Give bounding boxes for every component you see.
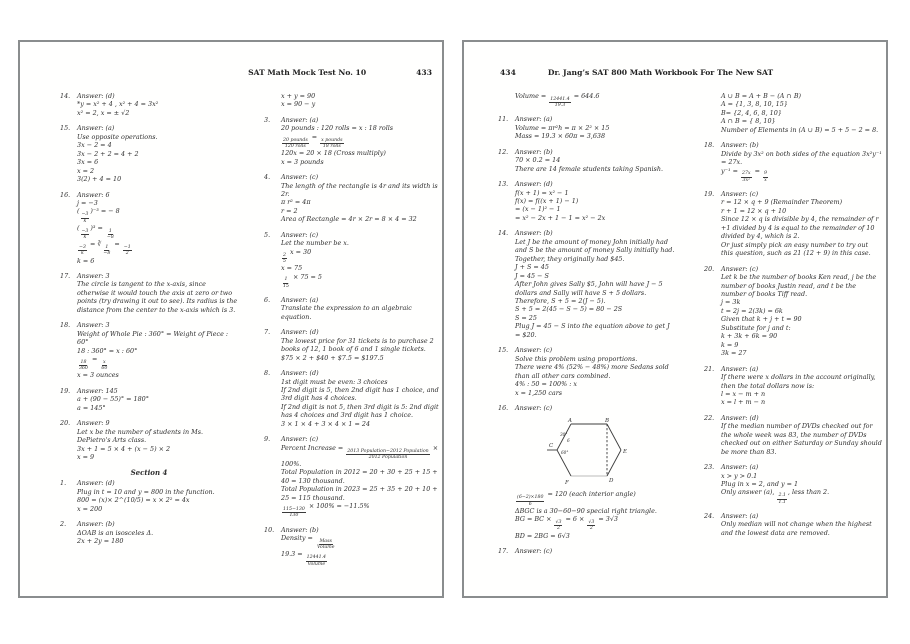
item-body: [77, 124, 238, 183]
solution-line: x² = 2, x = ± √2: [77, 108, 130, 117]
solution-line: Answer: (c): [515, 346, 553, 355]
solution-line: Solve this problem using proportions.: [515, 354, 638, 363]
solution-item: [264, 173, 442, 224]
item-number: 3.: [264, 115, 271, 124]
solution-line: 120x = 20 × 18 (Cross multiply): [281, 149, 386, 158]
inline-fraction: $\frac{√3}{2}$: [555, 520, 562, 532]
inline-fraction: $\frac{27x}{\text{3x²}}$: [741, 171, 751, 183]
solution-line: *y = x² + 4 , x² + 4 = 3x²: [77, 100, 159, 109]
item-body: [281, 296, 442, 321]
solution-line: Answer: (c): [515, 403, 553, 412]
vertex-label-f: F: [565, 480, 569, 487]
item-body: [721, 414, 882, 456]
item-body: [515, 404, 676, 540]
angle-30-label: 30°: [560, 432, 568, 438]
item-number: 15.: [498, 346, 509, 355]
solution-line: Only median will not change when the highest and the lowest data are removed.: [721, 520, 872, 537]
solution-line: x = 2: [77, 166, 95, 175]
solution-line: Answer: (a): [721, 511, 759, 520]
solution-line: Answer: (b): [281, 525, 319, 534]
left-page-header: [248, 68, 432, 77]
solution-item: [704, 512, 882, 537]
inline-fraction: $\frac{115-130}{130}$: [283, 507, 305, 519]
right-page-number: 434: [500, 68, 516, 77]
item-body: [281, 435, 442, 518]
solution-line: ( $\frac{-3}{k}$ )³ = $\frac{1}{-8}$: [77, 223, 114, 240]
solution-line: 19.3 = $\frac{12441.4}{\text{Volume}}$: [281, 550, 327, 567]
inline-fraction: $\frac{12441.4}{19.3}$: [550, 96, 570, 109]
item-number: 22.: [704, 413, 715, 422]
item-body: [515, 115, 676, 140]
solution-line: 3x = 6: [77, 158, 99, 167]
left-page-number: 433: [416, 68, 432, 77]
solution-line: r = 12 × q + 9 (Remainder Theorem): [721, 198, 843, 207]
item-number: 18.: [60, 321, 71, 330]
item-number: 23.: [704, 463, 715, 472]
inline-fraction: $\frac{\text{2013 Population−2012 Population}}{\text{2012 Population}}$: [347, 448, 429, 460]
solution-line: ΔOAB is an isosceles Δ.: [77, 528, 154, 537]
right-page-column-1: [498, 92, 676, 590]
solution-line: k + 3k + 6k = 90: [721, 332, 778, 341]
solution-item: [498, 148, 676, 173]
solution-item: [498, 229, 676, 339]
item-number: 2.: [60, 520, 67, 529]
solution-line: ΔBGC is a 30−60−90 special right triangle.: [515, 506, 657, 515]
item-number: 12.: [498, 147, 509, 156]
solution-line: B= {2, 4, 6, 8, 10}: [721, 108, 782, 117]
solution-line: x = 1,250 cars: [515, 388, 563, 397]
solution-line: Answer: (c): [515, 547, 553, 556]
inline-fraction: $\frac{√3}{2}$: [588, 520, 595, 532]
solution-line: A ∪ B = A + B − (A ∩ B): [721, 92, 802, 100]
solution-line: If there were x dollars in the account originally, then the total dollars now is:: [721, 373, 876, 390]
solution-line: $\frac{-3}{k}$ = ∛ $\frac{1}{-8}$ = $\frac{-1}{2}$: [79, 240, 131, 257]
item-number: 17.: [60, 271, 71, 280]
left-page-column-2: [264, 92, 442, 590]
solution-line: 3x − 2 = 4: [77, 141, 112, 150]
solution-line: x = 75: [281, 264, 303, 273]
item-body: [281, 526, 442, 567]
solution-line: Answer: (d): [515, 180, 553, 189]
solution-line: S + 5 = 2(45 − S − 5) = 80 − 2S: [515, 305, 623, 314]
solution-item: [498, 404, 676, 540]
solution-item: [704, 463, 882, 505]
solution-line: k = 9: [721, 340, 739, 349]
angle-60-label: 60°: [561, 450, 569, 456]
solution-line: 1st digit must be even: 3 choices: [281, 377, 388, 386]
item-body: [515, 180, 676, 222]
solution-line: Answer: (d): [721, 413, 759, 422]
solution-line: If the median number of DVDs checked out for the whole week was 83, the number of DVDs checked out on either Saturday or Sunday should be more than 83.: [721, 422, 882, 456]
item-body: [721, 190, 882, 258]
solution-line: Answer: 3: [77, 321, 110, 330]
item-body: [281, 173, 442, 224]
right-page: [462, 40, 888, 598]
item-number: 16.: [60, 190, 71, 199]
inline-fraction: $\frac{12441.4}{\text{Volume}}$: [306, 555, 327, 567]
item-number: 6.: [264, 295, 271, 304]
solution-item: [60, 520, 238, 545]
vertex-label-d: D: [609, 478, 614, 485]
solution-line: A ∩ B = { 8, 10}: [721, 117, 776, 126]
solution-line: Area of Rectangle = 4r × 2r = 8 × 4 = 32: [281, 215, 417, 224]
inline-fraction: $\frac{1}{-8}$: [103, 244, 111, 257]
inline-fraction: $\frac{2}{5}$: [283, 252, 286, 264]
solution-line: There were 4% (52% − 48%) more Sedans sold than all other cars combined.: [515, 363, 669, 380]
solution-line: x = 3 ounces: [77, 371, 119, 380]
solution-line: $\frac{\text{20 pounds}}{\text{120 rolls}}$ = $\frac{\text{x pounds}}{\text{18 rolls}}$: [283, 132, 343, 149]
solution-line: Answer: (d): [281, 328, 319, 337]
item-number: 14.: [60, 92, 71, 100]
left-page-title: SAT Math Mock Test No. 10: [248, 68, 367, 77]
solution-item: [60, 479, 238, 513]
solution-line: Total Population in 2012 = 20 + 30 + 25 + 15 + 40 = 130 thousand.: [281, 468, 438, 485]
item-body: [515, 148, 676, 173]
solution-line: Answer: (a): [721, 364, 759, 373]
solution-line: J + S = 45: [515, 263, 549, 272]
inline-fraction: $\frac{x}{60}$: [101, 359, 108, 372]
solution-line: Only answer (a), $\frac{2.1}{1.1}$ , less than 2.: [721, 488, 830, 505]
solution-line: Plug J = 45 − S into the equation above to get J = $20.: [515, 322, 670, 339]
solution-line: ( $\frac{-3}{k}$ )⁻³ = − 8: [77, 207, 120, 224]
solution-line: = x² − 2x + 1 − 1 = x² − 2x: [515, 213, 606, 222]
solution-line: $\frac{115-130}{130}$ × 100% = −11.5%: [283, 502, 370, 519]
item-number: 13.: [498, 180, 509, 189]
solution-line: Answer: (a): [77, 124, 115, 133]
solution-line: Answer: (a): [281, 295, 319, 304]
solution-line: Weight of Whole Pie : 360° = Weight of Piece : 60°: [77, 329, 229, 347]
solution-line: Answer: (b): [77, 520, 115, 529]
inline-fraction: $\frac{\text{20 pounds}}{\text{120 rolls}}$: [283, 137, 308, 149]
item-number: 9.: [264, 435, 271, 444]
solution-line: a = 145°: [77, 403, 106, 412]
solution-item: [498, 92, 676, 108]
solution-line: J = 45 − S: [515, 271, 549, 280]
solution-item: [60, 419, 238, 461]
solution-item: [264, 116, 442, 166]
item-body: [281, 231, 442, 289]
solution-line: 3x + 1 = 5 × 4 + (x − 5) × 2: [77, 444, 171, 453]
solution-line: The circle is tangent to the x-axis, since otherwise it would touch the axis at zero or two points (try drawing it out to see). Its radius is the distance from the center to the x-axis which is 3.: [77, 280, 238, 314]
solution-line: Let the number be x.: [281, 239, 349, 248]
solution-line: 20 pounds : 120 rolls = x : 18 rolls: [281, 124, 394, 133]
solution-line: Use opposite operations.: [77, 132, 158, 141]
item-number: 7.: [264, 328, 271, 337]
item-body: [721, 512, 882, 537]
solution-line: 4% : 50 = 100% : x: [515, 380, 577, 389]
solution-line: There are 14 female students taking Spanish.: [515, 164, 663, 173]
solution-line: 70 × 0.2 = 14: [515, 156, 561, 165]
item-number: [498, 92, 515, 108]
item-number: 4.: [264, 173, 271, 182]
solution-item: [60, 124, 238, 183]
solution-line: Answer: 9: [77, 419, 110, 428]
inline-fraction: $\frac{\text{x pounds}}{\text{18 rolls}}$: [321, 137, 343, 149]
inline-fraction: $\frac{2.1}{1.1}$: [778, 493, 786, 505]
item-body: [281, 369, 442, 428]
solution-line: Since 12 × q is divisible by 4, the remainder of r +1 divided by 4 is equal to the remainder of 10 divided by 4, which is 2.: [721, 215, 879, 241]
solution-line: $\frac{2}{5}$ x = 30: [283, 247, 312, 264]
inline-fraction: $\frac{18}{360}$: [79, 359, 88, 372]
solution-line: Answer: (c): [721, 264, 759, 273]
solution-line: The length of the rectangle is 4r and its width is 2r.: [281, 181, 438, 198]
solution-line: x = l + m − n: [721, 398, 766, 407]
solution-line: Plug in t = 10 and y = 800 in the function.: [77, 487, 215, 496]
solution-line: S = 25: [515, 313, 537, 322]
solution-line: x = 9: [77, 453, 95, 462]
solution-line: Or just simply pick an easy number to try out this question, such as 21 (12 + 9) in this case.: [721, 240, 871, 258]
solution-line: x = 200: [77, 504, 103, 513]
solution-item: [704, 365, 882, 407]
item-body: [77, 520, 238, 545]
solution-line: Total Population in 2023 = 25 + 35 + 20 + 10 + 25 = 115 thousand.: [281, 485, 438, 502]
item-body: [721, 92, 882, 134]
item-body: [721, 141, 882, 183]
solution-line: = (x − 1)² − 1: [515, 205, 561, 214]
solution-line: Answer: (c): [281, 230, 319, 239]
item-number: 20.: [60, 419, 71, 428]
vertex-label-e: E: [623, 449, 628, 456]
item-number: [704, 92, 721, 134]
solution-line: After John gives Sally $5, John will have J − 5 dollars and Sally will have S + 5 dollars. Therefore, S + 5 = 2(J − 5).: [515, 280, 663, 305]
item-body: [281, 116, 442, 166]
right-page-header: [500, 68, 773, 77]
solution-line: j = 3k: [721, 298, 741, 307]
solution-line: Mass = 19.3 × 60π = 3,638: [515, 132, 606, 141]
item-body: [281, 92, 442, 109]
section-heading: Section 4: [130, 468, 168, 478]
hexagon-diagram: [543, 414, 635, 488]
solution-line: x > y > 0.1: [721, 471, 758, 480]
solution-line: Answer: (b): [515, 147, 553, 156]
item-number: 20.: [704, 264, 715, 273]
solution-line: Answer: (b): [515, 229, 553, 238]
solution-line: Let x be the number of students in Ms. DePietro's Arts class.: [77, 427, 204, 445]
solution-line: 3x − 2 + 2 = 4 + 2: [77, 149, 139, 158]
solution-line: Translate the expression to an algebraic equation.: [281, 304, 412, 321]
solution-item: [60, 272, 238, 314]
solution-line: Answer: 145: [77, 386, 118, 395]
solution-line: r = 2: [281, 206, 298, 215]
solution-item: [264, 328, 442, 362]
item-body: [77, 479, 238, 513]
item-number: 11.: [498, 115, 509, 124]
solution-item: [264, 435, 442, 518]
item-number: 21.: [704, 364, 715, 373]
solution-line: x + y = 90: [281, 92, 316, 100]
solution-line: Answer: (d): [77, 92, 115, 100]
item-number: 15.: [60, 124, 71, 133]
inline-fraction: $\frac{-1}{2}$: [123, 244, 131, 257]
solution-item: [60, 387, 238, 412]
solution-line: Answer: (d): [77, 479, 115, 488]
item-number: 1.: [60, 479, 67, 488]
item-body: [77, 419, 238, 461]
solution-item: [498, 180, 676, 222]
solution-line: BG = BC × $\frac{√3}{2}$ = 6 × $\frac{√3}{2}$ = 3√3: [515, 515, 618, 532]
solution-line: 18 : 360° = x : 60°: [77, 346, 138, 355]
solution-line: 3k = 27: [721, 349, 747, 358]
vertex-label-a: A: [568, 418, 572, 425]
item-body: [721, 463, 882, 505]
solution-line: f(x) = f((x + 1) − 1): [515, 196, 579, 205]
inline-fraction: $\frac{1}{-8}$: [106, 228, 114, 240]
item-body: [77, 92, 238, 117]
solution-item: [264, 92, 442, 109]
inline-fraction: $\frac{9}{x}$: [764, 171, 767, 183]
item-number: 19.: [704, 189, 715, 198]
solution-item: [704, 92, 882, 134]
solution-line: j = −3: [77, 198, 98, 207]
solution-line: Divide by 3x² on both sides of the equation 3x²y⁻¹ = 27x.: [721, 149, 882, 167]
item-number: [264, 92, 281, 109]
right-page-column-2: [704, 92, 882, 590]
item-number: 16.: [498, 403, 509, 412]
item-body: [281, 328, 442, 362]
solution-line: Answer: (d): [281, 369, 319, 378]
item-body: [77, 191, 238, 265]
solution-line: Volume = πr²h = π × 2² × 15: [515, 123, 610, 132]
solution-item: [498, 547, 676, 555]
solution-line: Let J be the amount of money John initially had and S be the amount of money Sally initially had. Together, they originally had $45.: [515, 237, 675, 263]
inline-fraction: $\frac{(6-2)\times 180}{6}$: [517, 495, 544, 507]
solution-line: Volume = $\frac{12441.4}{19.3}$ = 644.6: [515, 92, 600, 109]
solution-line: $\frac{1}{15}$ × 75 = 5: [283, 272, 323, 289]
solution-line: A = {1, 3, 8, 10, 15}: [721, 100, 788, 109]
inline-fraction: $\frac{-3}{k}$: [79, 244, 86, 257]
item-body: [77, 321, 238, 380]
solution-line: 800 = (x)× 2^(10/5) = x × 2² = 4x: [77, 496, 190, 505]
inline-fraction: $\frac{1}{15}$: [283, 277, 289, 289]
item-body: [515, 547, 676, 555]
item-body: [721, 365, 882, 407]
inline-fraction: $\frac{\text{Mass}}{\text{Volume}}$: [316, 538, 335, 551]
solution-line: x = 90 − y: [281, 100, 316, 109]
item-body: [77, 272, 238, 314]
solution-line: Answer: (c): [281, 435, 319, 444]
vertex-label-c: C: [549, 443, 554, 450]
solution-line: Let k be the number of books Ken read, j be the number of books Justin read, and t be the number of books Tiff read.: [721, 273, 877, 298]
solution-line: k = 6: [77, 256, 95, 265]
solution-line: 3 × 1 × 4 + 3 × 4 × 1 = 24: [281, 419, 371, 428]
solution-line: Answer: (a): [515, 115, 553, 124]
item-number: 17.: [498, 547, 509, 556]
solution-line: x = 3 pounds: [281, 157, 324, 166]
item-body: [515, 92, 676, 108]
solution-line: a + (90 − 55)° = 180°: [77, 395, 149, 404]
solution-line: Answer: 6: [77, 190, 110, 199]
item-number: 18.: [704, 141, 715, 150]
solution-line: l = x − m + n: [721, 389, 766, 398]
solution-line: y⁻¹ = $\frac{27x}{\text{3x²}}$ = $\frac{9}{x}$: [721, 166, 767, 183]
solution-line: If 2nd digit is 5, then 2nd digit has 1 choice, and 3rd digit has 4 choices.: [281, 385, 439, 403]
solution-item: [264, 231, 442, 289]
solution-line: BD = 2BG = 6√3: [515, 531, 570, 540]
solution-line: Answer: (a): [281, 115, 319, 124]
solution-item: [704, 414, 882, 456]
item-body: [515, 346, 676, 397]
solution-item: [60, 92, 238, 117]
item-number: 19.: [60, 386, 71, 395]
left-page: [18, 40, 444, 598]
solution-line: Answer: (a): [721, 463, 759, 472]
solution-line: Plug in x = 2, and y = 1: [721, 480, 799, 489]
item-number: 14.: [498, 229, 509, 238]
solution-item: [704, 190, 882, 258]
solution-item: [498, 346, 676, 397]
solution-line: r + 1 = 12 × q + 10: [721, 206, 787, 215]
solution-line: Given that k + j + t = 90: [721, 315, 802, 324]
solution-item: [704, 265, 882, 358]
solution-line: Substitute for j and t:: [721, 323, 791, 332]
solution-line: Answer: (c): [281, 173, 319, 182]
solution-line: 2x + 2y = 180: [77, 537, 124, 546]
solution-line: $\frac{(6-2)\times 180}{6}$ = 120 (each interior angle): [517, 490, 636, 507]
solution-line: Answer: (b): [721, 141, 759, 150]
inline-fraction: $\frac{-3}{k}$: [81, 212, 89, 224]
solution-line: $\frac{18}{360}$ = $\frac{x}{60}$: [79, 355, 108, 372]
item-number: 5.: [264, 230, 271, 239]
solution-line: π r² = 4π: [281, 198, 311, 207]
right-page-columns: [498, 92, 880, 590]
side-length-label: 6: [567, 438, 570, 444]
solution-line: The lowest price for 31 tickets is to purchase 2 books of 12, 1 book of 6 and 1 single tickets.: [281, 336, 434, 354]
item-number: 24.: [704, 511, 715, 520]
solution-item: [498, 115, 676, 140]
solution-line: Number of Elements in (A ∪ B) = 5 + 5 − 2 = 8.: [721, 125, 879, 134]
item-body: [721, 265, 882, 358]
solution-item: [60, 321, 238, 380]
item-body: [515, 229, 676, 339]
solution-item: [264, 296, 442, 321]
solution-item: [264, 369, 442, 428]
solution-item: [264, 526, 442, 567]
solution-item: [60, 191, 238, 265]
solution-line: f(x + 1) = x² − 1: [515, 188, 569, 197]
item-number: 8.: [264, 369, 271, 378]
solution-line: If 2nd digit is not 5, then 3rd digit is 5: 2nd digit has 4 choices and 3rd digit has 1 choice.: [281, 402, 439, 420]
solution-line: t = 2j = 2(3k) = 6k: [721, 306, 783, 315]
solution-line: Density = $\frac{\text{Mass}}{\text{Volume}}$: [281, 534, 335, 551]
solution-line: Answer: (c): [721, 189, 759, 198]
vertex-label-b: B: [605, 418, 610, 425]
solution-line: $75 × 2 + $40 + $7.5 = $197.5: [281, 353, 384, 362]
item-number: 10.: [264, 525, 275, 534]
inline-fraction: $\frac{-3}{k}$: [81, 228, 89, 240]
item-body: [77, 387, 238, 412]
solution-line: 3(2) + 4 = 10: [77, 175, 122, 184]
solution-line: Percent Increase = $\frac{\text{2013 Population−2012 Population}}{\text{2012 Population}}$ × 100%.: [281, 443, 439, 469]
right-page-title: Dr. Jang’s SAT 800 Math Workbook For The New SAT: [547, 68, 774, 77]
solution-item: [704, 141, 882, 183]
left-page-columns: [60, 92, 438, 590]
left-page-column-1: [60, 92, 238, 590]
solution-line: Answer: 3: [77, 271, 110, 280]
